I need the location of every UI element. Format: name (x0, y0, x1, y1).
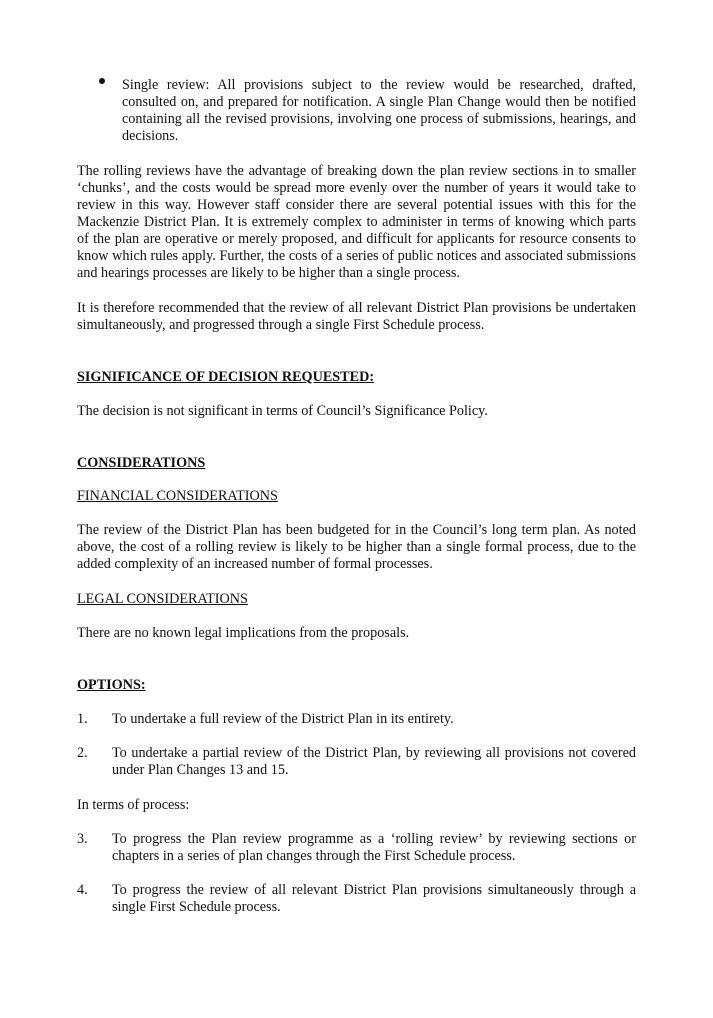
option-text: To progress the Plan review programme as a ‘rolling review’ by reviewing sections or chapters in a series of plan changes through the First Schedule process. (112, 831, 636, 864)
heading-options: OPTIONS: (77, 677, 146, 693)
option-number: 3. (77, 831, 88, 847)
paragraph-legal: There are no known legal implications from the proposals. (77, 625, 410, 641)
option-text: To progress the review of all relevant District Plan provisions simultaneously through a single First Schedule process. (112, 882, 636, 915)
subheading-financial: FINANCIAL CONSIDERATIONS (77, 488, 278, 504)
paragraph-rolling-reviews: The rolling reviews have the advantage of breaking down the plan review sections in to smaller ‘chunks’, and the costs would be spread more evenly over the number of years it would take to review in this way. However staff consider there are several potential issues with this for the Mackenzie District Plan. It is extremely complex to administer in terms of knowing which parts of the plan are operative or merely proposed, and difficult for applicants for resource consents to know which rules apply. Further, the costs of a series of public notices and associated submissions and hearings processes are likely to be higher than a single process. (77, 163, 636, 281)
paragraph-recommendation: It is therefore recommended that the review of all relevant District Plan provisions be undertaken simultaneously, and progressed through a single First Schedule process. (77, 300, 636, 333)
option-text: To undertake a full review of the District Plan in its entirety. (112, 711, 454, 727)
option-number: 2. (77, 745, 88, 761)
option-number: 4. (77, 882, 88, 898)
paragraph-process-label: In terms of process: (77, 797, 190, 813)
option-number: 1. (77, 711, 88, 727)
paragraph-financial: The review of the District Plan has been budgeted for in the Council’s long term plan. As noted above, the cost of a rolling review is likely to be higher than a single formal process, due to the added complexity of an increased number of formal processes. (77, 522, 636, 572)
paragraph-significance: The decision is not significant in terms of Council’s Significance Policy. (77, 403, 488, 419)
subheading-legal: LEGAL CONSIDERATIONS (77, 591, 248, 607)
bullet-single-review: Single review: All provisions subject to the review would be researched, drafted, consulted on, and prepared for notification. A single Plan Change would then be notified containing all the revised provisions, involving one process of submissions, hearings, and decisions. (122, 77, 636, 144)
option-text: To undertake a partial review of the District Plan, by reviewing all provisions not covered under Plan Changes 13 and 15. (112, 745, 636, 778)
heading-significance: SIGNIFICANCE OF DECISION REQUESTED: (77, 369, 375, 385)
bullet-dot (99, 78, 105, 84)
heading-considerations: CONSIDERATIONS (77, 455, 206, 471)
